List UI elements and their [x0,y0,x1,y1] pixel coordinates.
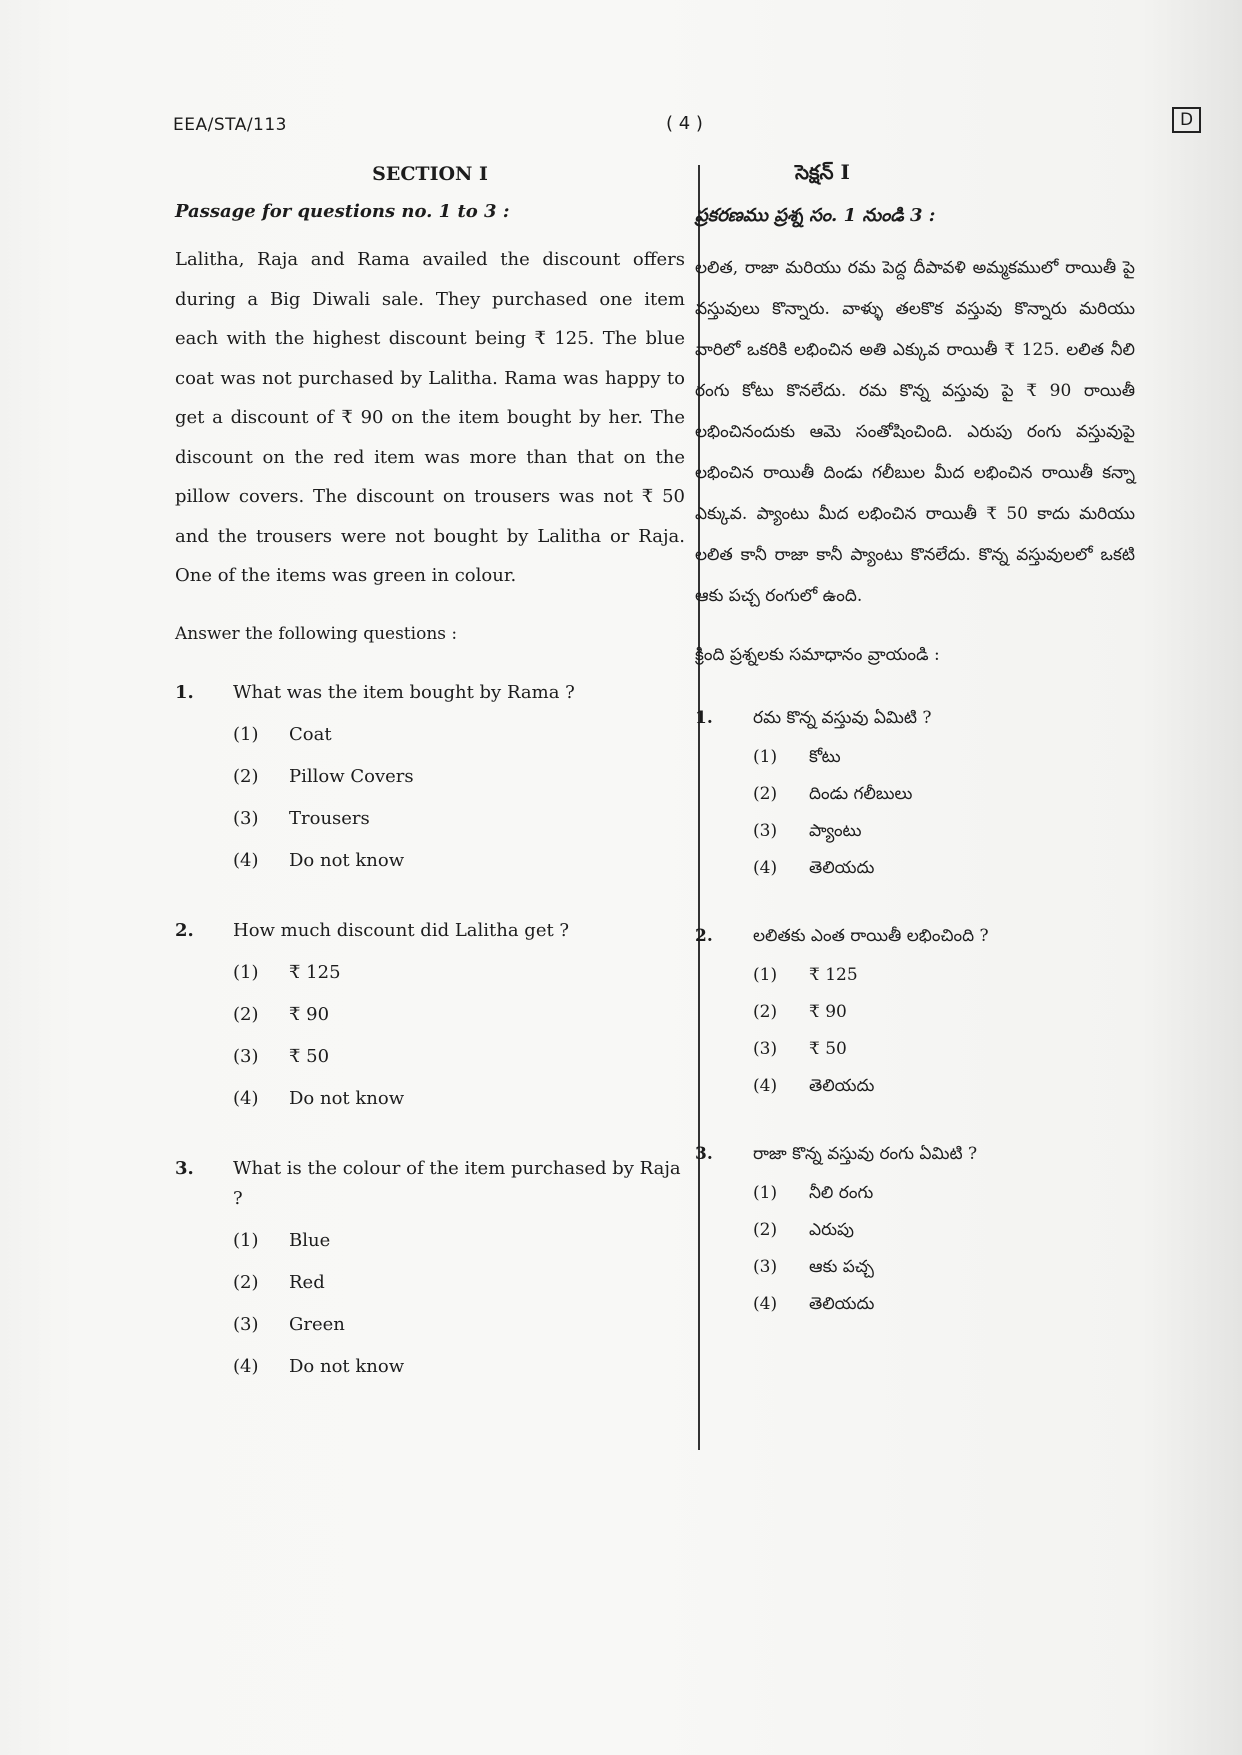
option: (1) నీలి రంగు [753,1183,874,1203]
option: (1) ₹ 125 [753,965,858,985]
question-text: What was the item bought by Rama ? [233,681,575,703]
question-2 [175,916,685,1120]
option: (1) ₹ 125 [233,961,341,983]
section-title: SECTION I [372,163,488,185]
option: (2) Red [233,1271,325,1293]
question-2 [695,921,1135,1105]
option: (3) Green [233,1313,345,1335]
question-1 [695,703,1135,887]
question-3 [695,1139,1135,1323]
english-column [175,163,685,1388]
option: (1) కోటు [753,747,841,767]
telugu-column [695,160,1135,1323]
option: (4) తెలియదు [753,1294,875,1314]
question-number: 1. [175,681,194,703]
option: (2) Pillow Covers [233,765,414,787]
question-text: What is the colour of the item purchased by Raja ? [233,1157,681,1209]
question-number: 3. [175,1157,194,1179]
option: (3) ₹ 50 [753,1039,847,1059]
question-text: How much discount did Lalitha get ? [233,919,570,941]
question-number: 1. [695,708,713,728]
option: (4) Do not know [233,849,405,871]
option: (3) ప్యాంటు [753,821,862,841]
option: (3) Trousers [233,807,370,829]
question-number: 3. [695,1144,713,1164]
option: (2) దిండు గలీబులు [753,784,913,804]
passage-text: Lalitha, Raja and Rama availed the discount offers during a Big Diwali sale. They purchased one item each with the highest discount being ₹ 125. The blue coat was not purchased by Lalitha. Rama was happy to get a discount of ₹ 90 on the item bought by her. The discount on the red item was more than that on the pillow covers. The discount on trousers was not ₹ 50 and the trousers were not bought by Lalitha or Raja. One of the items was green in colour. [175,249,685,586]
instruction: Answer the following questions : [175,623,458,644]
question-number: 2. [175,919,194,941]
paper-code: EEA/STA/113 [173,115,287,135]
option: (2) ఎరుపు [753,1220,855,1240]
question-text: రాజా కొన్న వస్తువు రంగు ఏమిటి ? [753,1144,978,1164]
question-1 [175,678,685,882]
question-3 [175,1154,685,1388]
page-number: ( 4 ) [666,113,703,134]
option: (3) ఆకు పచ్చ [753,1257,874,1277]
passage-heading: ప్రకరణము ప్రశ్న సం. 1 నుండి 3 : [695,205,936,226]
question-text: రమ కొన్న వస్తువు ఏమిటి ? [753,708,932,728]
option: (4) తెలియదు [753,1076,875,1096]
question-number: 2. [695,926,713,946]
question-text: లలితకు ఎంత రాయితీ లభించింది ? [753,926,989,946]
passage-text: లలిత, రాజా మరియు రమ పెద్ద దీపావళి అమ్మకములో రాయితీ పై వస్తువులు కొన్నారు. వాళ్ళు తలకొక వస్తువు కొన్నారు మరియు వారిలో ఒకరికి లభించిన అతి ఎక్కువ రాయితీ ₹ 125. లలిత నీలి రంగు కోటు కొనలేదు. రమ కొన్న వస్తువు పై ₹ 90 రాయితీ లభించినందుకు ఆమె సంతోషించింది. ఎరుపు రంగు వస్తువుపై లభించిన రాయితీ దిండు గలీబుల మీద లభించిన రాయితీ కన్నా ఎక్కువ. ప్యాంటు మీద లభించిన రాయితీ ₹ 50 కాదు మరియు లలిత కానీ రాజా కానీ ప్యాంటు కొనలేదు. కొన్న వస్తువులలో ఒకటి ఆకు పచ్చ రంగులో ఉంది. [695,258,1135,606]
option: (1) Coat [233,723,332,745]
option: (2) ₹ 90 [233,1003,330,1025]
option: (2) ₹ 90 [753,1002,847,1022]
option: (4) తెలియదు [753,858,875,878]
series-badge: D [1172,107,1201,133]
option: (1) Blue [233,1229,331,1251]
option: (3) ₹ 50 [233,1045,330,1067]
passage-heading: Passage for questions no. 1 to 3 : [175,201,510,222]
section-title: సెక్షన్ I [795,160,850,184]
instruction: క్రింది ప్రశ్నలకు సమాధానం వ్రాయండి : [695,645,940,665]
option: (4) Do not know [233,1355,405,1377]
option: (4) Do not know [233,1087,405,1109]
